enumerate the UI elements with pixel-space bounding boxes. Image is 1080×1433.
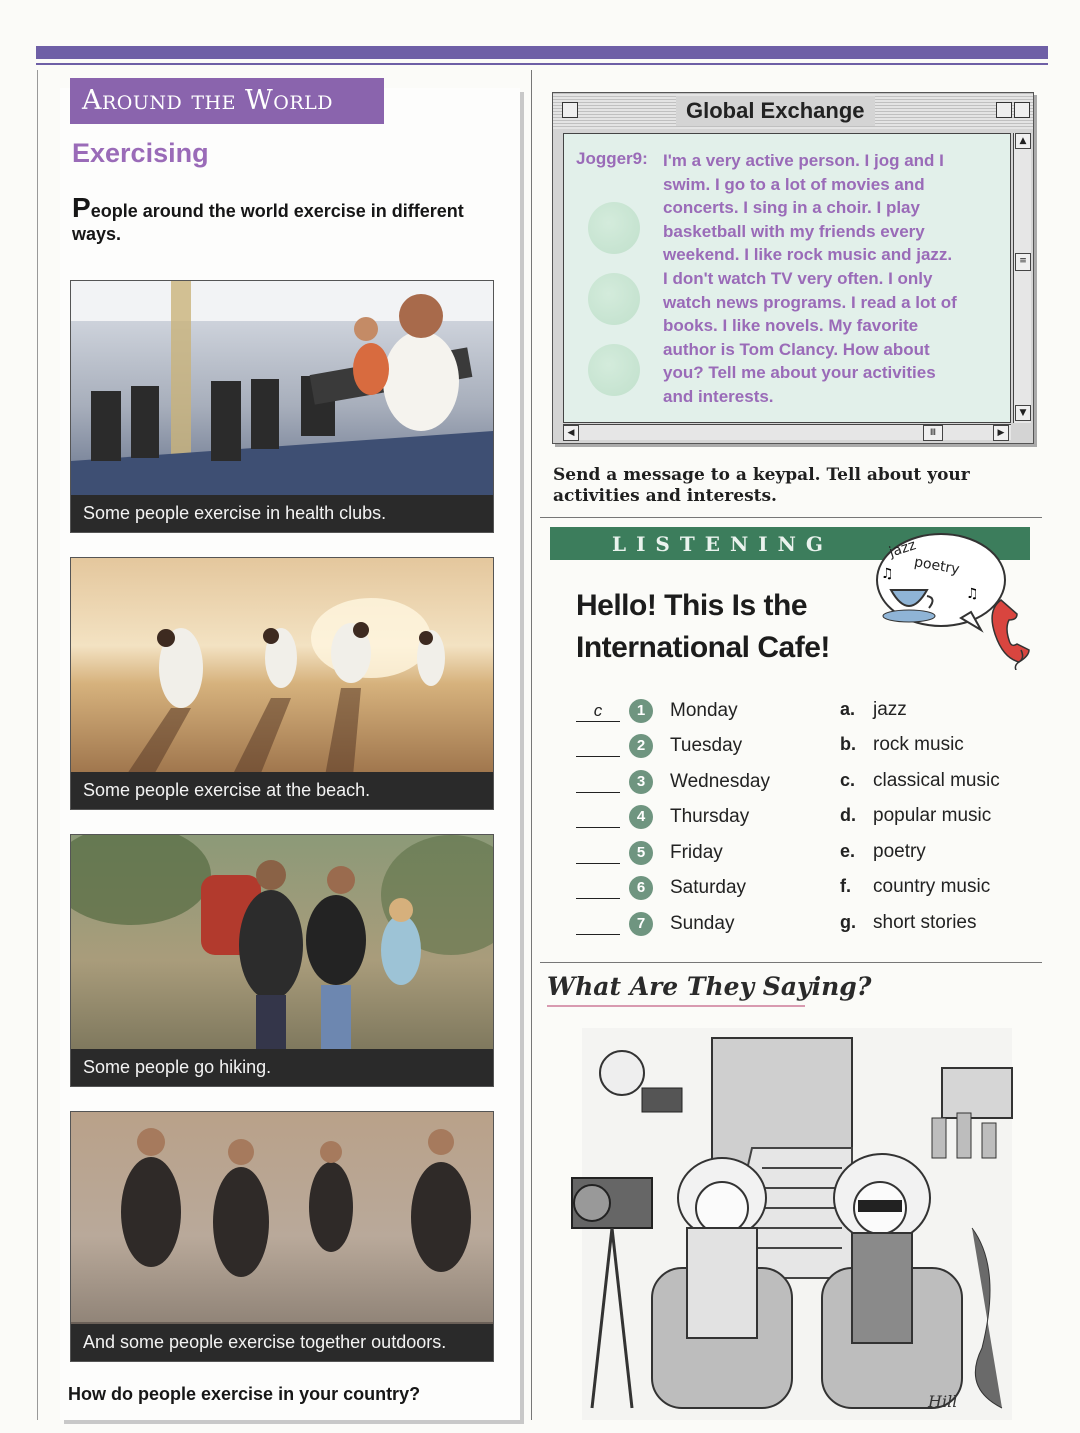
day-name: Sunday [670, 913, 735, 934]
bubble-word-poetry: poetry [912, 554, 961, 578]
around-the-world-banner: Around the World [70, 78, 384, 124]
message-line: and interests. [663, 386, 774, 406]
option-genre: popular music [873, 805, 992, 826]
send-message-instruction: Send a message to a keypal. Tell about your activities and interests. [553, 465, 970, 506]
number-circle-icon: 1 [629, 699, 653, 723]
scroll-down-arrow-icon[interactable]: ▼ [1015, 405, 1031, 421]
bubble-word-jazz: jazz [887, 537, 918, 561]
scroll-up-arrow-icon[interactable]: ▲ [1015, 133, 1031, 149]
left-border [37, 70, 38, 1420]
day-name: Wednesday [670, 771, 770, 792]
title-underline [547, 1005, 805, 1007]
number-circle-icon: 6 [629, 876, 653, 900]
option-genre: jazz [873, 699, 907, 720]
message-line: I don't watch TV very often. I only [663, 268, 933, 288]
artist-signature: Hill [928, 1392, 958, 1411]
message-line: you? Tell me about your activities [663, 363, 936, 383]
message-line: basketball with my friends every [663, 221, 925, 241]
window-close-box[interactable] [562, 102, 578, 118]
matching-row [576, 805, 1036, 839]
scroll-left-arrow-icon[interactable]: ◀ [563, 425, 579, 441]
photo-outdoors-group [70, 1111, 494, 1362]
top-rule-thin [36, 63, 1048, 65]
answer-blank[interactable] [576, 772, 620, 793]
column-divider [531, 70, 532, 1420]
day-name: Thursday [670, 806, 750, 827]
answer-blank[interactable] [576, 736, 620, 757]
globe-icon [588, 273, 640, 325]
option-genre: country music [873, 876, 991, 897]
svg-text:♫: ♫ [881, 566, 894, 582]
answer-blank[interactable] [576, 807, 620, 828]
matching-row [576, 841, 1036, 875]
message-line: swim. I go to a lot of movies and [663, 174, 925, 194]
window-collapse-box[interactable] [1014, 102, 1030, 118]
option-letter: g. [840, 912, 856, 932]
option-letter: b. [840, 734, 856, 754]
matching-row [576, 876, 1036, 910]
top-rule-thick [36, 46, 1048, 59]
listening-title-line2: International Cafe! [576, 631, 830, 664]
listening-label: LISTENING [612, 532, 833, 556]
photo-caption: Some people exercise in health clubs. [71, 495, 493, 532]
answer-blank[interactable] [576, 914, 620, 935]
answer-blank[interactable] [576, 843, 620, 864]
scroll-thumb[interactable]: ≡ [1015, 253, 1031, 271]
horizontal-scrollbar[interactable] [563, 424, 1011, 440]
intro-text [72, 192, 492, 246]
day-name: Friday [670, 842, 723, 863]
matching-row [576, 699, 1036, 733]
number-circle-icon: 3 [629, 770, 653, 794]
message-line: watch news programs. I read a lot of [663, 292, 957, 312]
globe-icon [588, 344, 640, 396]
answer-blank[interactable]: c [576, 701, 620, 722]
svg-text:♫: ♫ [966, 586, 979, 602]
tv-interview-cartoon [562, 1028, 1030, 1420]
section-title: Exercising [72, 138, 209, 168]
vertical-scrollbar[interactable] [1013, 133, 1031, 423]
number-circle-icon: 7 [629, 912, 653, 936]
photo-beach [70, 557, 494, 810]
message-line: books. I like novels. My favorite [663, 316, 919, 336]
photo-caption: Some people go hiking. [71, 1049, 493, 1086]
number-circle-icon: 2 [629, 734, 653, 758]
intro-dropcap: P [72, 192, 91, 223]
message-line: I'm a very active person. I jog and I [663, 151, 944, 170]
option-genre: classical music [873, 770, 1000, 791]
matching-row [576, 912, 1036, 946]
option-genre: poetry [873, 841, 926, 862]
window-title: Global Exchange [676, 96, 875, 126]
day-name: Monday [670, 700, 738, 721]
option-letter: e. [840, 841, 856, 861]
scroll-thumb[interactable]: Ⅲ [923, 425, 943, 441]
message-body [663, 149, 1003, 409]
photo-health-club [70, 280, 494, 533]
listening-title-line1: Hello! This Is the [576, 589, 808, 622]
option-genre: rock music [873, 734, 964, 755]
intro-rest: eople around the world exercise in different ways. [72, 201, 464, 244]
answer-blank[interactable] [576, 878, 620, 899]
message-line: weekend. I like rock music and jazz. [663, 245, 953, 265]
message-line: concerts. I sing in a choir. I play [663, 198, 920, 218]
day-name: Tuesday [670, 735, 743, 756]
section-divider [540, 517, 1042, 518]
scroll-right-arrow-icon[interactable]: ▶ [993, 425, 1009, 441]
option-letter: a. [840, 699, 856, 719]
option-letter: c. [840, 770, 856, 790]
matching-row [576, 734, 1036, 768]
message-sender: Jogger9: [576, 149, 648, 168]
number-circle-icon: 4 [629, 805, 653, 829]
message-line: author is Tom Clancy. How about [663, 339, 930, 359]
globe-icon [588, 202, 640, 254]
window-zoom-box[interactable] [996, 102, 1012, 118]
discussion-question: How do people exercise in your country? [68, 1384, 421, 1404]
option-letter: f. [840, 876, 851, 896]
number-circle-icon: 5 [629, 841, 653, 865]
photo-caption: Some people exercise at the beach. [71, 772, 493, 809]
option-letter: d. [840, 805, 856, 825]
day-name: Saturday [670, 877, 747, 898]
section-divider [540, 962, 1042, 963]
photo-caption: And some people exercise together outdoors. [71, 1324, 493, 1361]
listening-title [576, 585, 856, 669]
matching-row [576, 770, 1036, 804]
photo-hiking [70, 834, 494, 1087]
option-genre: short stories [873, 912, 977, 933]
what-are-they-saying-title: What Are They Saying? [547, 972, 872, 1001]
